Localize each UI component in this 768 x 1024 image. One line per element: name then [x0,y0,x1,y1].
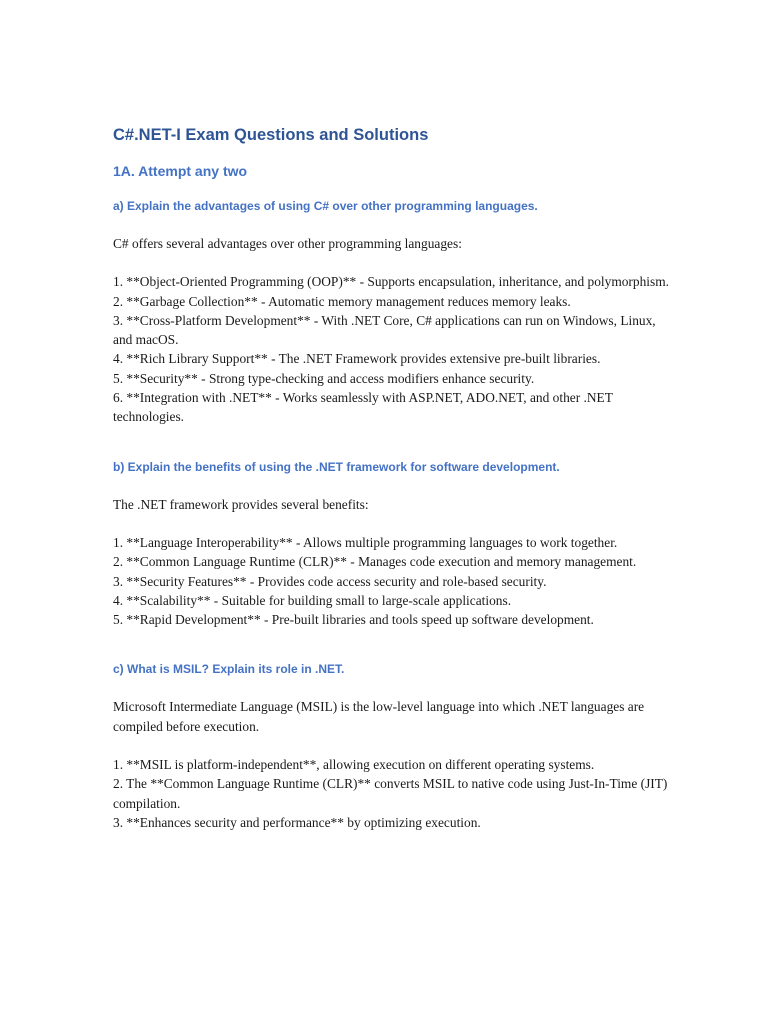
list-item: 3. **Security Features** - Provides code access security and role-based security. [113,573,547,589]
list-item: 2. The **Common Language Runtime (CLR)** converts MSIL to native code using Just-In-Time (JIT) compilation. [113,776,668,811]
question-a-heading: a) Explain the advantages of using C# over other programming languages. [113,199,538,213]
list-item: 1. **Language Interoperability** - Allows multiple programming languages to work together. [113,534,618,550]
list-item: 4. **Rich Library Support** - The .NET Framework provides extensive pre-built libraries. [113,351,601,367]
question-c-heading: c) What is MSIL? Explain its role in .NET. [113,662,345,677]
document-title: C#.NET-I Exam Questions and Solutions [113,126,429,144]
list-item: 2. **Common Language Runtime (CLR)** - Manages code execution and memory management. [113,554,637,570]
question-a-list [113,272,673,426]
list-item: 6. **Integration with .NET** - Works seamlessly with ASP.NET, ADO.NET, and other .NET technologies. [113,390,613,425]
list-item: 3. **Cross-Platform Development** - With .NET Core, C# applications can run on Windows, Linux, and macOS. [113,312,656,348]
question-b-heading: b) Explain the benefits of using the .NET framework for software development. [113,459,560,474]
question-b-list [113,533,673,629]
list-item: 5. **Security** - Strong type-checking and access modifiers enhance security. [113,370,535,386]
question-c-intro: Microsoft Intermediate Language (MSIL) is the low-level language into which .NET languages are compiled before execution. [113,699,645,734]
question-a-intro: C# offers several advantages over other programming languages: [113,236,462,251]
list-item: 3. **Enhances security and performance** by optimizing execution. [113,814,481,830]
document-content [113,124,673,832]
list-item: 5. **Rapid Development** - Pre-built libraries and tools speed up software development. [113,612,594,628]
section-heading: 1A. Attempt any two [113,163,248,179]
list-item: 4. **Scalability** - Suitable for building small to large-scale applications. [113,592,512,608]
question-b-intro: The .NET framework provides several benefits: [113,496,369,512]
list-item: 1. **Object-Oriented Programming (OOP)** - Supports encapsulation, inheritance, and polymorphism. [113,274,669,290]
question-c-list [113,755,673,832]
list-item: 1. **MSIL is platform-independent**, allowing execution on different operating systems. [113,757,595,773]
list-item: 2. **Garbage Collection** - Automatic memory management reduces memory leaks. [113,293,571,309]
